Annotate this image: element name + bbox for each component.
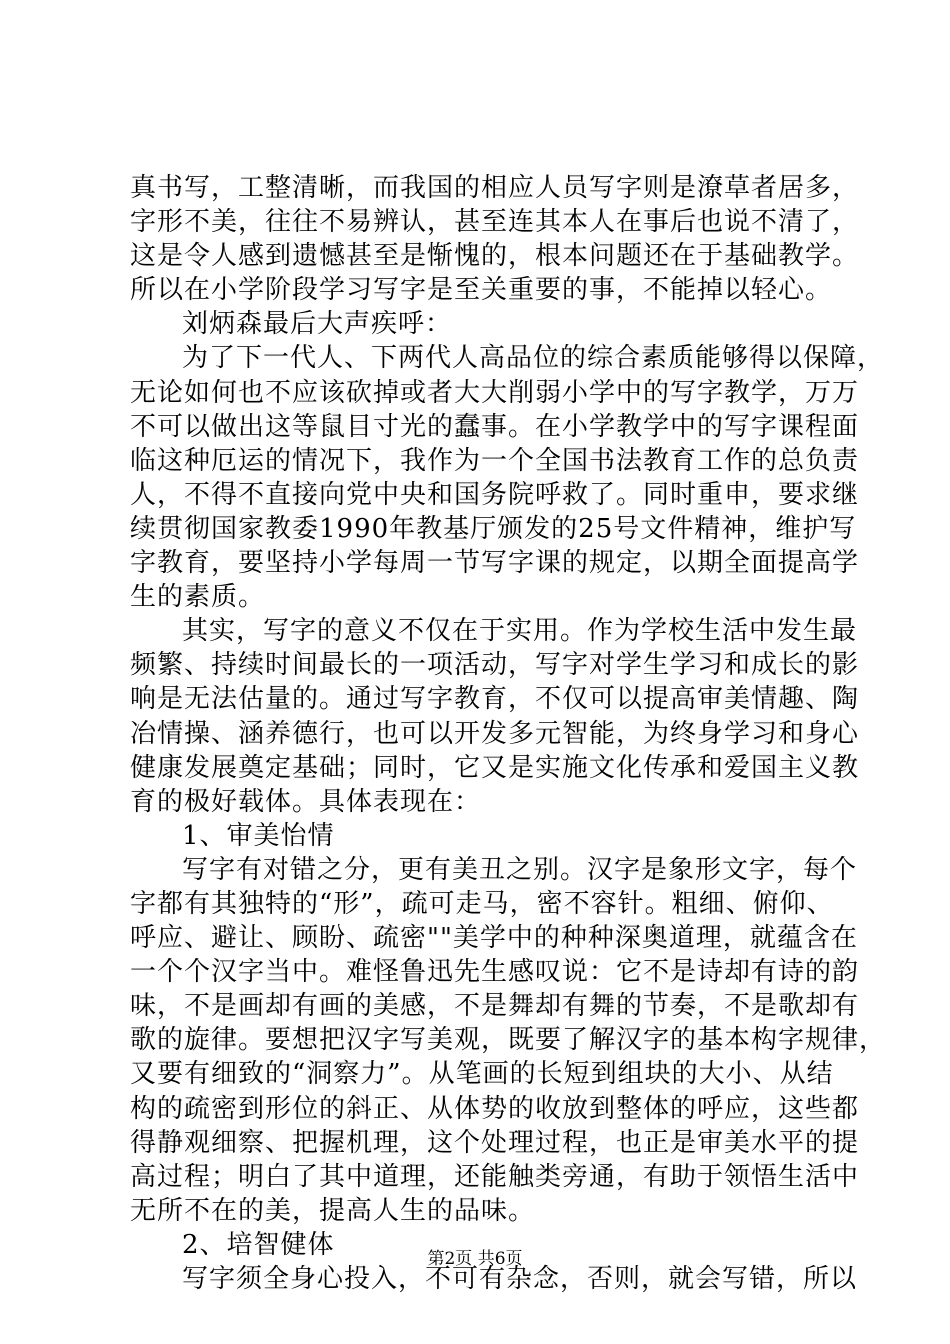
text-line: 呼应、避让、顾盼、疏密""美学中的种种深奥道理，就蕴含在 bbox=[130, 923, 858, 954]
text-line: 生的素质。 bbox=[130, 582, 266, 613]
body-text bbox=[130, 171, 887, 1296]
text-line: 得静观细察、把握机理，这个处理过程，也正是审美水平的提 bbox=[130, 1127, 860, 1158]
text-line: 冶情操、涵养德行，也可以开发多元智能，为终身学习和身心 bbox=[130, 718, 860, 749]
text-line: 不可以做出这等鼠目寸光的蠢事。在小学教学中的写字课程面 bbox=[130, 411, 860, 442]
text-line: 刘炳森最后大声疾呼： bbox=[182, 309, 453, 340]
text-line: 其实，写字的意义不仅在于实用。作为学校生活中发生最 bbox=[182, 616, 858, 647]
text-line: 育的极好载体。具体表现在： bbox=[130, 786, 482, 817]
text-line: 字教育，要坚持小学每周一节写字课的规定，以期全面提高学 bbox=[130, 548, 860, 579]
text-line: 临这种厄运的情况下，我作为一个全国书法教育工作的总负责 bbox=[130, 445, 860, 476]
text-line: 味，不是画却有画的美感，不是舞却有舞的节奏，不是歌却有 bbox=[130, 991, 860, 1022]
page-number-footer: 第2页 共6页 bbox=[427, 1249, 523, 1269]
section-heading: 2、培智健体 bbox=[182, 1229, 335, 1260]
text-line: 频繁、持续时间最长的一项活动，写字对学生学习和成长的影 bbox=[130, 650, 860, 681]
text-line: 歌的旋律。要想把汉字写美观，既要了解汉字的基本构字规律， bbox=[130, 1025, 887, 1056]
text-line: 构的疏密到形位的斜正、从体势的收放到整体的呼应，这些都 bbox=[130, 1093, 860, 1124]
text-line: 响是无法估量的。通过写字教育，不仅可以提高审美情趣、陶 bbox=[130, 684, 860, 715]
text-line: 人，不得不直接向党中央和国务院呼救了。同时重申，要求继 bbox=[130, 479, 860, 510]
text-line: 真书写，工整清晰，而我国的相应人员写字则是潦草者居多， bbox=[130, 173, 860, 203]
text-line: 字都有其独特的“形”，疏可走马，密不容针。粗细、俯仰、 bbox=[130, 888, 834, 919]
text-line: 健康发展奠定基础；同时，它又是实施文化传承和爱国主义教 bbox=[130, 752, 860, 783]
text-line: 高过程；明白了其中道理，还能触类旁通，有助于领悟生活中 bbox=[130, 1161, 860, 1192]
text-line: 为了下一代人、下两代人高品位的综合素质能够得以保障， bbox=[182, 343, 885, 374]
text-line: 这是令人感到遗憾甚至是惭愧的，根本问题还在于基础教学。 bbox=[130, 241, 860, 272]
text-line: 又要有细致的“洞察力”。从笔画的长短到组块的大小、从结 bbox=[130, 1059, 834, 1090]
text-line: 无论如何也不应该砍掉或者大大削弱小学中的写字教学，万万 bbox=[130, 377, 860, 408]
text-line: 所以在小学阶段学习写字是至关重要的事，不能掉以轻心。 bbox=[130, 275, 833, 306]
text-line: 写字有对错之分，更有美丑之别。汉字是象形文字，每个 bbox=[182, 854, 858, 885]
text-line: 无所不在的美，提高人生的品味。 bbox=[130, 1195, 536, 1226]
text-line: 续贯彻国家教委1990年教基厅颁发的25号文件精神，维护写 bbox=[130, 513, 857, 544]
section-heading: 1、审美怡情 bbox=[182, 820, 335, 851]
text-line: 一个个汉字当中。难怪鲁迅先生感叹说：它不是诗却有诗的韵 bbox=[130, 957, 860, 988]
text-line: 写字须全身心投入，不可有杂念，否则，就会写错，所以 bbox=[182, 1264, 858, 1294]
text-line: 字形不美，往往不易辨认，甚至连其本人在事后也说不清了， bbox=[130, 207, 860, 238]
